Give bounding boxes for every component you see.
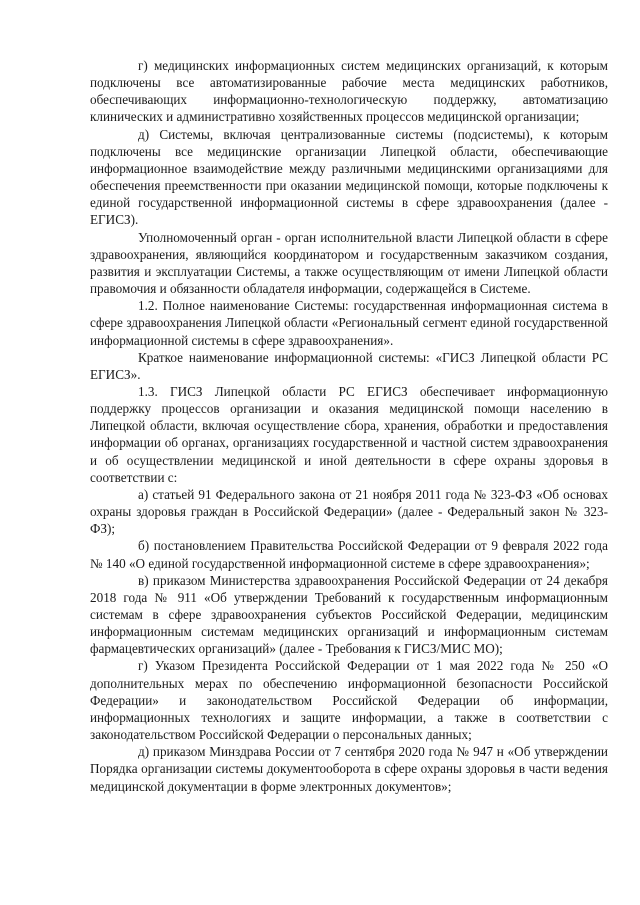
paragraph-1-2-full-name: 1.2. Полное наименование Системы: государственная информационная система в сфере здравоохранения Липецкой области «Региональный сегмент единой государственной информационной системы в сфере здравоохранения».	[90, 298, 608, 348]
paragraph-item-a-law: а) статьей 91 Федерального закона от 21 ноября 2011 года № 323-ФЗ «Об основах охраны здоровья граждан в Российской Федерации» (далее - Федеральный закон № 323-ФЗ);	[90, 486, 608, 537]
paragraph-item-g-decree: г) Указом Президента Российской Федерации от 1 мая 2022 года № 250 «О дополнительных мерах по обеспечению информационной безопасности Российской Федерации» и законодательством Российской Федерации об информации, информационных технологиях и защите информации, а также в соответствии с законодательством Российской Федерации о персональных данных;	[90, 658, 608, 743]
paragraph-item-b-resolution: б) постановлением Правительства Российской Федерации от 9 февраля 2022 года № 140 «О единой государственной информационной системе в сфере здравоохранения»;	[90, 538, 608, 571]
paragraph-authorized-body: Уполномоченный орган - орган исполнительной власти Липецкой области в сфере здравоохранения, являющийся координатором и государственным заказчиком создания, развития и эксплуатации Системы, а также осуществляющим от имени Липецкой области правомочия и обязанности обладателя информации, содержащейся в Системе.	[90, 229, 608, 297]
paragraph-item-v-order: в) приказом Министерства здравоохранения Российской Федерации от 24 декабря 2018 года № 911 «Об утверждении Требований к государственным информационным системам в сфере здравоохранения субъектов Российской Федерации, медицинским информационным системам медицинских организаций и информационным системам фармацевтических организаций» (далее - Требования к ГИСЗ/МИС МО);	[90, 572, 608, 657]
paragraph-1-3: 1.3. ГИСЗ Липецкой области РС ЕГИСЗ обеспечивает информационную поддержку процессов организации и оказания медицинской помощи населению в Липецкой области, включая осуществление сбора, хранения, обработки и предоставления информации об органах, организациях государственной и частной систем здравоохранения и об осуществлении медицинской и иной деятельности в сфере охраны здоровья в соответствии с:	[90, 383, 608, 485]
paragraph-item-g-mis: г) медицинских информационных систем медицинских организаций, к которым подключены все автоматизированные рабочие места медицинских работников, обеспечивающих информационно-технологическую поддержку, автоматизацию клинических и административно хозяйственных процессов медицинской организации;	[90, 58, 608, 125]
paragraph-item-d-systems: д) Системы, включая централизованные системы (подсистемы), к которым подключены все медицинские организации Липецкой области, обеспечивающие информационное взаимодействие между различными медицинскими организациями для обеспечения преемственности при оказании медицинской помощи, которые подключены к единой государственной информационной системы в сфере здравоохранения (далее - ЕГИСЗ).	[90, 126, 608, 228]
paragraph-item-d-order: д) приказом Минздрава России от 7 сентября 2020 года № 947 н «Об утверждении Порядка организации системы документооборота в сфере охраны здоровья в части ведения медицинской документации в форме электронных документов»;	[90, 744, 608, 794]
paragraph-short-name: Краткое наименование информационной системы: «ГИСЗ Липецкой области РС ЕГИСЗ».	[90, 349, 608, 382]
